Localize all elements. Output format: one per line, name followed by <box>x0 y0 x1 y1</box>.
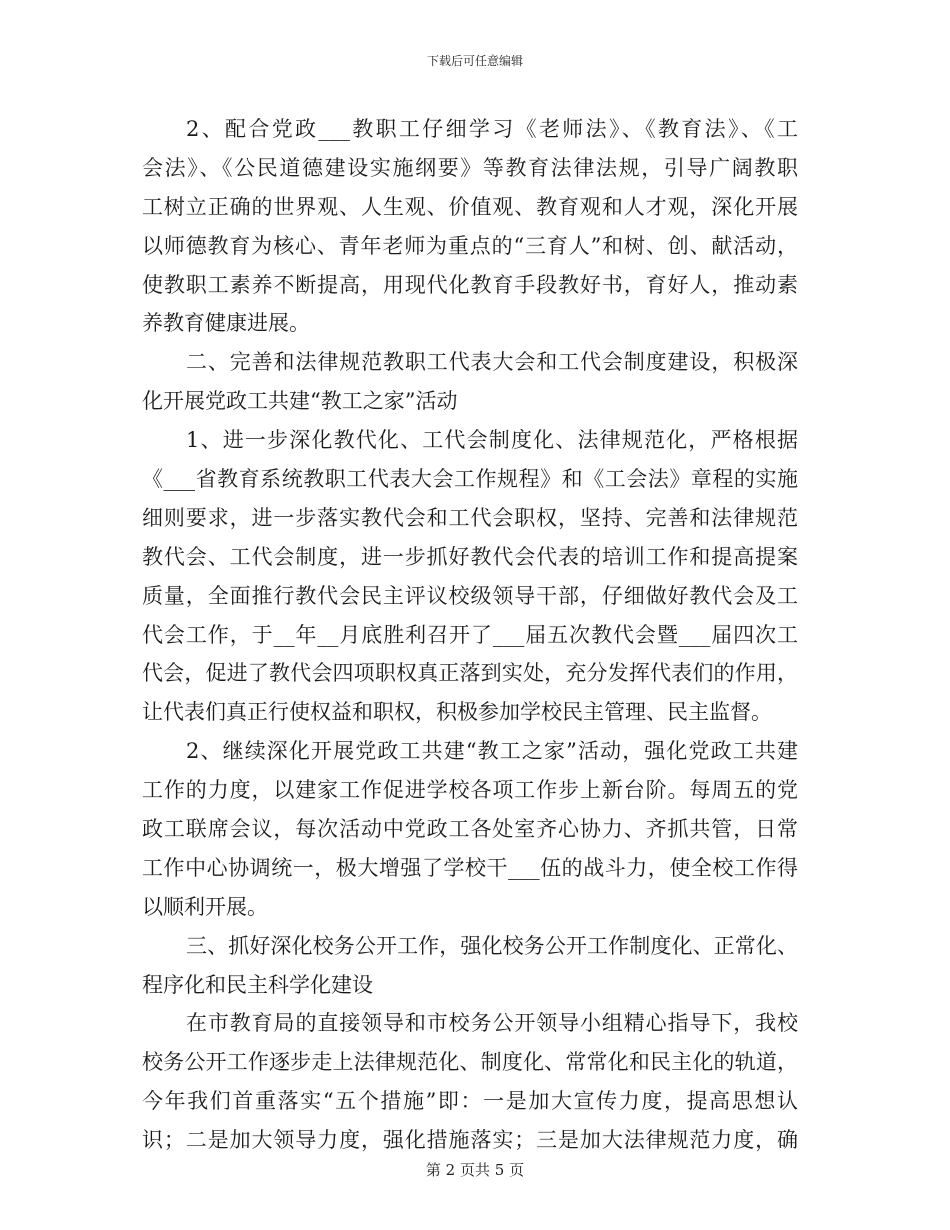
text-line: 工作的力度，以建家工作促进学校各项工作步上新台阶。每周五的党 <box>142 778 798 803</box>
text-line: 2、继续深化开展党政工共建“教工之家”活动，强化党政工共建 <box>186 739 798 764</box>
page-footer: 第 2 页共 5 页 <box>425 1161 525 1179</box>
page-header: 下载后可任意编辑 <box>426 54 523 68</box>
text-line: 细则要求，进一步落实教代会和工代会职权，坚持、完善和法律规范 <box>142 505 798 530</box>
text-line: 会法》、《公民道德建设实施纲要》等教育法律法规，引导广阔教职 <box>142 155 798 180</box>
text-line: 2、配合党政___教职工仔细学习《老师法》、《教育法》、《工 <box>186 117 798 141</box>
text-line: 养教育健康进展。 <box>142 311 310 336</box>
text-line: 代会，促进了教代会四项职权真正落到实处，充分发挥代表们的作用， <box>142 661 798 686</box>
text-line: 化开展党政工共建“教工之家”活动 <box>142 389 458 414</box>
text-line: 教代会、工代会制度，进一步抓好教代会代表的培训工作和提高提案 <box>142 544 798 569</box>
text-line: 以顺利开展。 <box>142 894 268 919</box>
text-line: 质量，全面推行教代会民主评议校级领导干部，仔细做好教代会及工 <box>142 583 798 608</box>
text-line: 三、抓好深化校务公开工作，强化校务公开工作制度化、正常化、 <box>186 933 798 958</box>
text-line: 使教职工素养不断提高，用现代化教育手段教好书，育好人，推动素 <box>142 272 798 297</box>
text-line: 程序化和民主科学化建设 <box>142 972 373 997</box>
text-line: 工作中心协调统一，极大增强了学校干___伍的战斗力，使全校工作得 <box>142 855 798 880</box>
text-line: 识；二是加大领导力度，强化措施落实；三是加大法律规范力度，确 <box>142 1128 798 1153</box>
text-line: 今年我们首重落实“五个措施”即：一是加大宣传力度，提高思想认 <box>142 1089 798 1114</box>
text-line: 1、进一步深化教代化、工代会制度化、法律规范化，严格根据 <box>186 428 798 453</box>
text-line: 代会工作，于__年__月底胜利召开了___届五次教代会暨___届四次工 <box>142 622 798 647</box>
text-line: 让代表们真正行使权益和职权，积极参加学校民主管理、民主监督。 <box>142 700 772 725</box>
text-line: 二、完善和法律规范教职工代表大会和工代会制度建设，积极深 <box>186 350 798 375</box>
text-line: 《___省教育系统教职工代表大会工作规程》和《工会法》章程的实施 <box>142 467 798 492</box>
text-line: 以师德教育为核心、青年老师为重点的“三育人”和树、创、献活动， <box>142 233 798 258</box>
text-line: 工树立正确的世界观、人生观、价值观、教育观和人才观，深化开展 <box>142 194 798 219</box>
document-body <box>142 110 798 1160</box>
text-line: 校务公开工作逐步走上法律规范化、制度化、常常化和民主化的轨道， <box>142 1050 798 1075</box>
text-line: 政工联席会议，每次活动中党政工各处室齐心协力、齐抓共管，日常 <box>142 817 798 842</box>
text-line: 在市教育局的直接领导和市校务公开领导小组精心指导下，我校 <box>186 1011 798 1036</box>
